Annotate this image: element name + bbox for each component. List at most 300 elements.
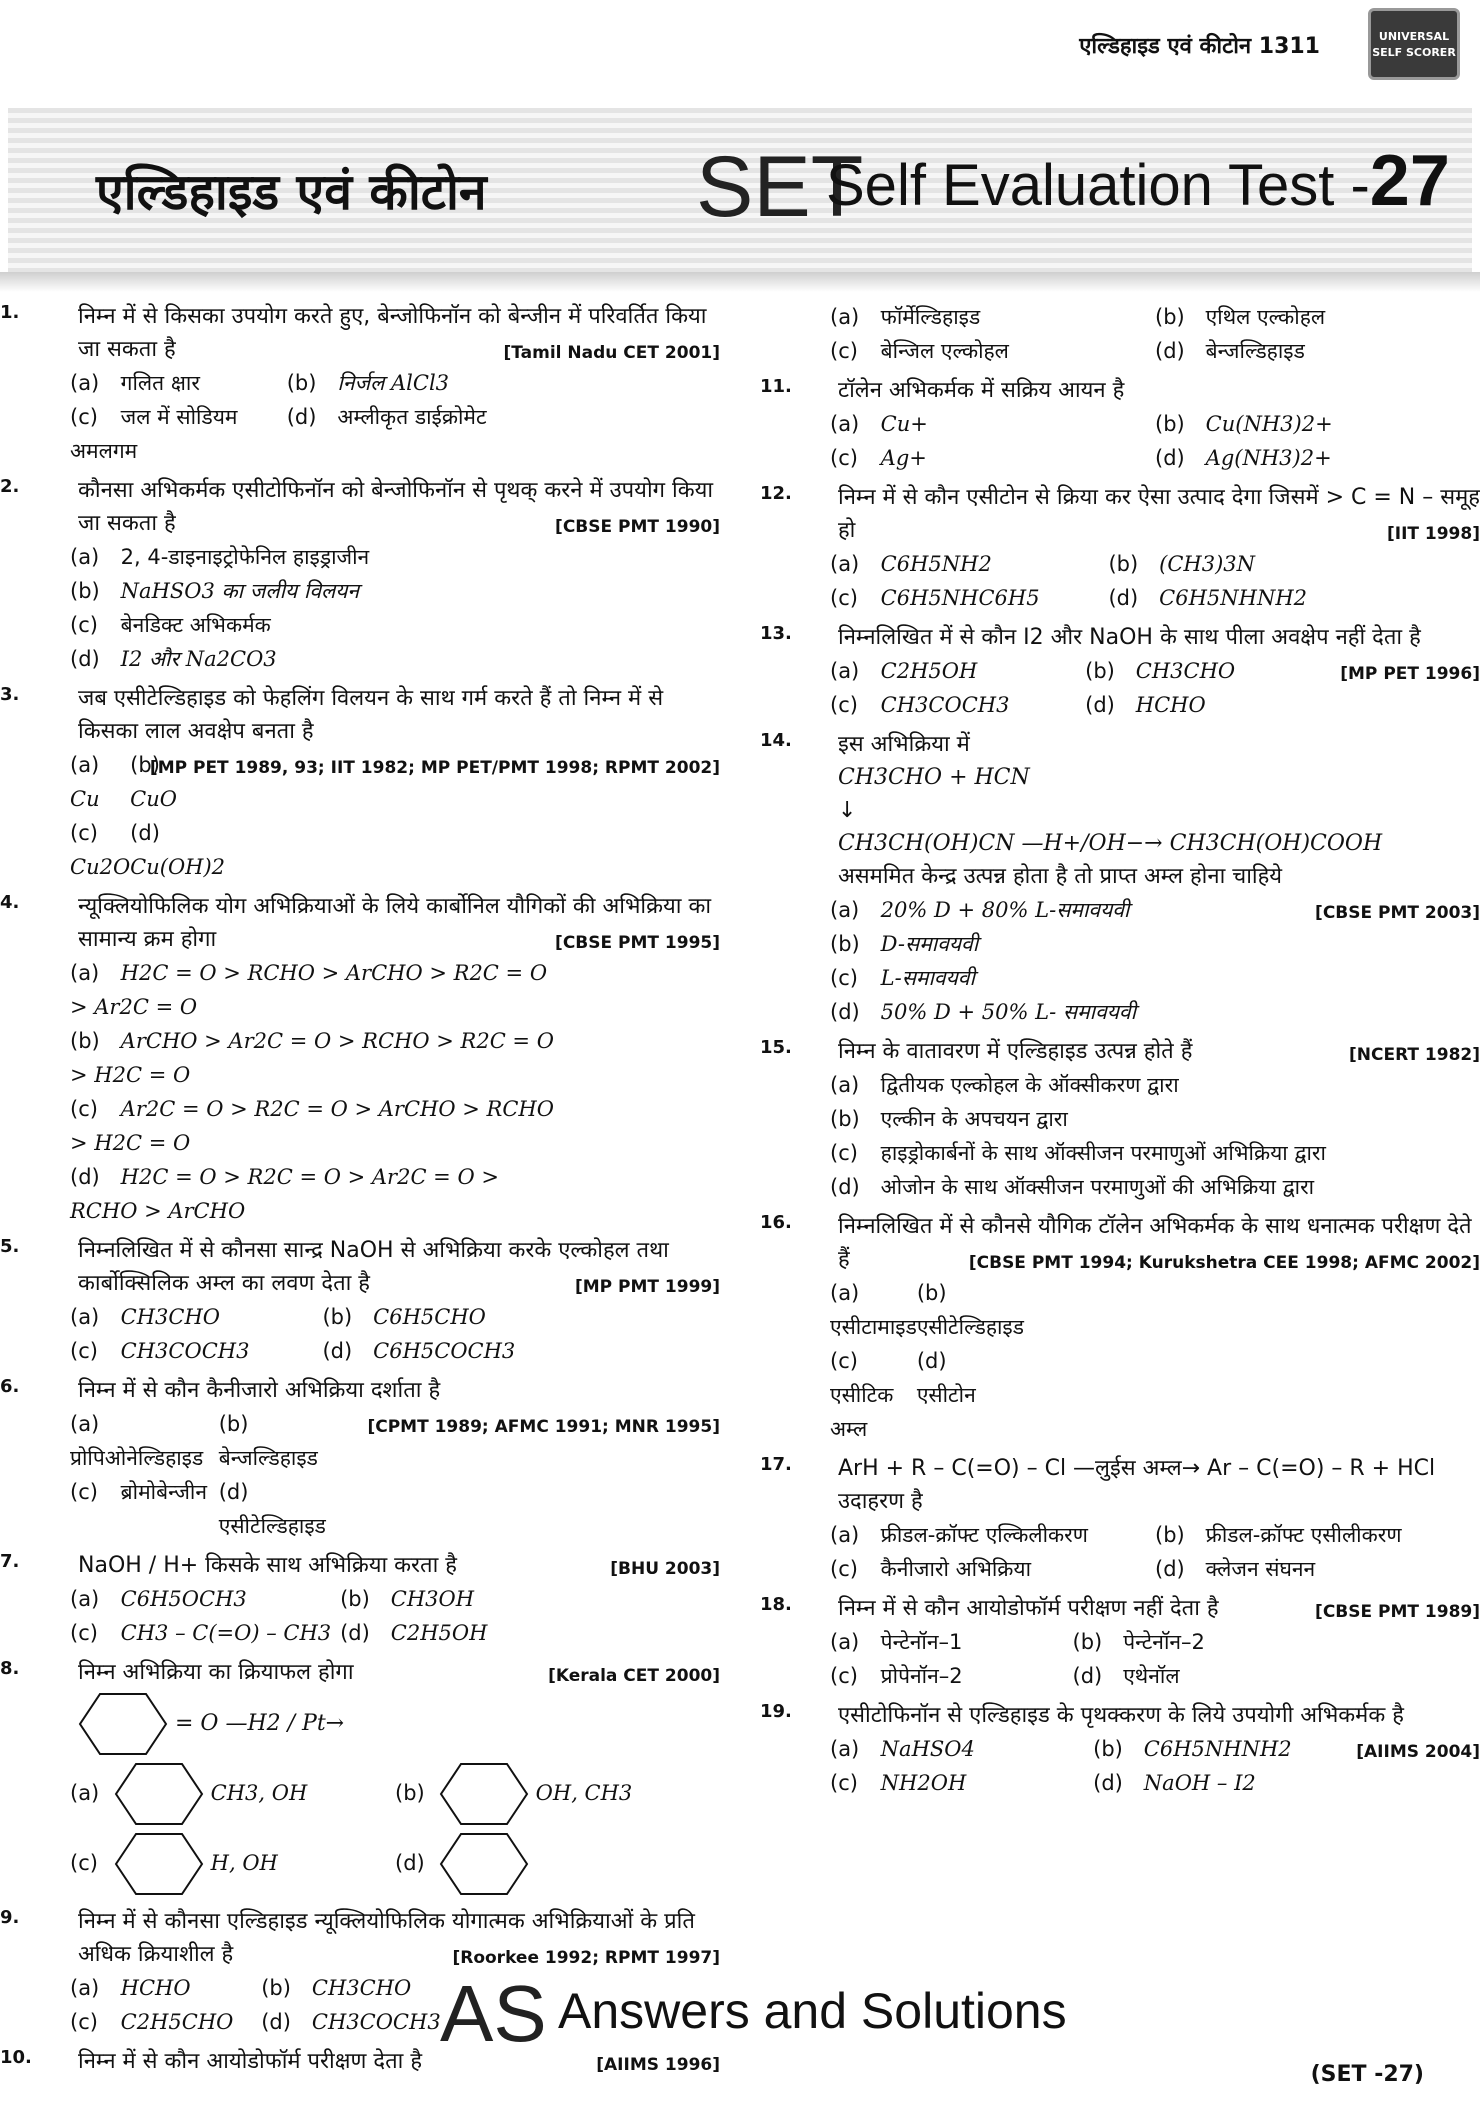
question-number: 11. xyxy=(760,376,792,397)
option-text: एथेनॉल xyxy=(1116,1664,1180,1688)
question-text: एसीटोफिनॉन से एल्डिहाइड के पृथक्करण के लिये उपयोगी अभिकर्मक है [AIIMS 2004] xyxy=(838,1699,1480,1732)
option xyxy=(1093,1732,1356,1766)
option-text: एसीटोन xyxy=(916,1383,976,1407)
option xyxy=(830,927,1315,961)
question-source: [CBSE PMT 2003] xyxy=(1315,903,1480,923)
question-left-1 xyxy=(0,474,720,676)
test-number: 27 xyxy=(1369,141,1450,221)
option xyxy=(70,642,555,676)
cyclohexane-ring-icon xyxy=(114,1829,204,1899)
question-right-9 xyxy=(760,1699,1480,1800)
option xyxy=(70,1971,261,2005)
option-label: (b) xyxy=(1072,1630,1103,1654)
options xyxy=(830,654,1340,722)
option-text: ब्रोमोबेन्जीन xyxy=(114,1480,208,1504)
question-left-0 xyxy=(0,300,720,468)
option xyxy=(70,1300,322,1334)
option-label: (d) xyxy=(70,1165,100,1189)
option xyxy=(830,1136,1349,1170)
answers-title: Answers and Solutions xyxy=(558,1983,1067,2039)
option-label: (c) xyxy=(830,1771,858,1795)
option-text: H2C = O > R2C = O > Ar2C = O > RCHO > ArCHO xyxy=(70,1165,499,1223)
option-label: (c) xyxy=(830,1141,858,1165)
option-label: (a) xyxy=(70,371,100,395)
question-number: 17. xyxy=(760,1454,792,1475)
option-text: L-समावयवी xyxy=(874,966,975,990)
option xyxy=(830,961,1315,995)
option xyxy=(830,1625,1073,1659)
option-text: 50% D + 50% L- समावयवी xyxy=(874,1000,1137,1024)
question-number: 6. xyxy=(0,1376,20,1397)
cyclohexane-ring-icon xyxy=(114,1759,204,1829)
option-label: (d) xyxy=(1155,339,1185,363)
option xyxy=(70,400,287,468)
as-logo: AS xyxy=(440,1969,547,2058)
option-text: जल में सोडियम अमलगम xyxy=(70,405,238,463)
option-text: गलित क्षार xyxy=(114,371,200,395)
option-text: पेन्टेनॉन–1 xyxy=(874,1630,963,1654)
option-text: NaHSO4 xyxy=(874,1737,975,1761)
option-label: (d) xyxy=(286,405,317,429)
question-left-4 xyxy=(0,1234,720,1368)
question-text: निम्न में से कौनसा एल्डिहाइड न्यूक्लियोफिलिक योगात्मक अभिक्रियाओं के प्रति अधिक क्रियाशील है [Roorkee 1992; RPMT 1997] xyxy=(78,1905,720,1971)
question-text: कौनसा अभिकर्मक एसीटोफिनॉन को बेन्जोफिनॉन से पृथक् करने में उपयोग किया जा सकता है [CBSE PMT 1990] xyxy=(78,474,720,540)
option-label: (a) xyxy=(830,305,860,329)
option-text: बेन्जिल एल्कोहल xyxy=(874,339,1009,363)
option-text: NH2OH xyxy=(874,1771,967,1795)
question-source: [IIT 1998] xyxy=(1386,524,1480,544)
option xyxy=(70,1160,555,1228)
option-label: (b) xyxy=(286,371,317,395)
option-label: (b) xyxy=(70,1029,100,1053)
question-number: 7. xyxy=(0,1551,20,1572)
option-label: (c) xyxy=(70,1097,98,1121)
option xyxy=(1155,1552,1480,1586)
option xyxy=(830,1102,1349,1136)
option-label: (a) xyxy=(830,898,860,922)
option-label: (b) xyxy=(1155,1523,1185,1547)
option-text: Cu2O xyxy=(70,855,131,879)
question-text: न्यूक्लियोफिलिक योग अभिक्रियाओं के लिये कार्बोनिल यौगिकों की अभिक्रिया का सामान्य क्रम होगा [CBSE PMT 1995] xyxy=(78,890,720,956)
option-label: (d) xyxy=(1093,1771,1123,1795)
option-label: (a) xyxy=(830,659,860,683)
option-text: Ag+ xyxy=(874,446,927,470)
question-text: निम्न के वातावरण में एल्डिहाइड उत्पन्न होते हैं [NCERT 1982] xyxy=(838,1035,1480,1068)
option-text: D-समावयवी xyxy=(874,932,979,956)
option-text: C6H5NH2 xyxy=(874,552,992,576)
question-number: 5. xyxy=(0,1236,20,1257)
question-text: निम्न में से कौन एसीटोन से क्रिया कर ऐसा उत्पाद देगा जिसमें > C = N – समूह हो [IIT 1998] xyxy=(838,481,1480,547)
option xyxy=(1085,654,1340,688)
option xyxy=(70,540,555,574)
option xyxy=(70,2005,261,2039)
question-number: 3. xyxy=(0,684,20,705)
question-text: टॉलेन अभिकर्मक में सक्रिय आयन है xyxy=(838,378,1125,403)
left-column xyxy=(0,300,720,2084)
option xyxy=(395,1829,720,1899)
options xyxy=(70,1582,610,1650)
question-number: 10. xyxy=(0,2047,32,2068)
option xyxy=(261,1971,452,2005)
option-label: (c) xyxy=(830,446,858,470)
option-label: (c) xyxy=(70,1339,98,1363)
option-label: (d) xyxy=(70,647,100,671)
option xyxy=(219,1475,368,1543)
cyclohexane-ring-icon xyxy=(439,1759,529,1829)
question-source: [Kerala CET 2000] xyxy=(548,1666,720,1686)
publisher-badge: UNIVERSAL SELF SCORER xyxy=(1368,8,1460,80)
option xyxy=(70,574,555,608)
chapter-banner xyxy=(8,108,1472,272)
option-label: (b) xyxy=(218,1412,249,1436)
option-text: CH3COCH3 xyxy=(874,693,1010,717)
cyclohexane-ring-icon xyxy=(78,1689,168,1759)
option xyxy=(1155,407,1480,441)
option-text: CH3, OH xyxy=(204,1781,308,1805)
option-label: (d) xyxy=(1155,446,1185,470)
option xyxy=(1073,1625,1316,1659)
options xyxy=(830,1518,1480,1586)
test-title-text: Self Evaluation Test - xyxy=(826,153,1370,218)
option-label: (a) xyxy=(70,545,100,569)
question-text: जब एसीटेल्डिहाइड को फेहलिंग विलयन के साथ गर्म करते हैं तो निम्न में से किसका लाल अवक्षेप बनता है [MP PET 1989, 93; IIT 1982; MP PET/PMT 1998; RPMT 2002] xyxy=(78,682,720,748)
question-right-3 xyxy=(760,621,1480,722)
question-text: निम्न में से कौन कैनीजारो अभिक्रिया दर्शाता है [CPMT 1989; AFMC 1991; MNR 1995] xyxy=(78,1374,720,1407)
option-label: (c) xyxy=(70,2010,98,2034)
question-number: 15. xyxy=(760,1037,792,1058)
option xyxy=(917,1276,1024,1344)
question-number: 4. xyxy=(0,892,20,913)
option-label: (d) xyxy=(830,1000,860,1024)
question-number: 2. xyxy=(0,476,20,497)
option-label: (a) xyxy=(830,1630,860,1654)
question-source: [MP PET 1989, 93; IIT 1982; MP PET/PMT 1998; RPMT 2002] xyxy=(149,758,720,778)
question-source: [BHU 2003] xyxy=(610,1559,720,1579)
option xyxy=(1155,334,1480,368)
option-text: एसीटिक अम्ल xyxy=(830,1383,894,1441)
question-right-2 xyxy=(760,481,1480,615)
option xyxy=(830,407,1155,441)
option xyxy=(70,956,555,1024)
option-text: CH3CHO xyxy=(1129,659,1236,683)
option-label: (b) xyxy=(1093,1737,1123,1761)
option-label: (c) xyxy=(830,966,858,990)
question-right-8 xyxy=(760,1592,1480,1693)
question-right-1 xyxy=(760,374,1480,475)
option-label: (d) xyxy=(1072,1664,1103,1688)
option xyxy=(830,1344,917,1446)
option-label: (a) xyxy=(70,961,100,985)
option-text: ArCHO > Ar2C = O > RCHO > R2C = O > H2C = O xyxy=(70,1029,554,1087)
option xyxy=(70,608,555,642)
reaction-scheme xyxy=(78,1689,720,1759)
option-text: CH3CHO xyxy=(114,1305,221,1329)
option xyxy=(70,1759,395,1829)
set-footer: (SET -27) xyxy=(1310,2062,1424,2087)
option-text: निर्जल AlCl3 xyxy=(330,371,450,395)
options xyxy=(830,300,1480,368)
option-label: (b) xyxy=(395,1781,425,1805)
option-label: (b) xyxy=(1155,412,1185,436)
option-label: (c) xyxy=(830,339,858,363)
option xyxy=(70,1475,219,1543)
option xyxy=(830,1068,1349,1102)
option-text: 2, 4-डाइनाइट्रोफेनिल हाइड्राजीन xyxy=(114,545,370,569)
option xyxy=(830,1170,1349,1204)
question-source: [Tamil Nadu CET 2001] xyxy=(503,343,720,363)
question-text: निम्नलिखित में से कौन I2 और NaOH के साथ पीला अवक्षेप नहीं देता है [MP PET 1996] xyxy=(838,621,1480,654)
option xyxy=(70,1024,555,1092)
option-text: बेन्जल्डिहाइड xyxy=(1199,339,1305,363)
option-text: Cu+ xyxy=(874,412,928,436)
option xyxy=(261,2005,452,2039)
option-label: (b) xyxy=(1108,552,1139,576)
option xyxy=(1093,1766,1356,1800)
option-text: प्रोपिओनेल्डिहाइड xyxy=(70,1446,204,1470)
option xyxy=(830,995,1315,1029)
option xyxy=(830,1766,1093,1800)
option-text: अम्लीकृत डाईक्रोमेट xyxy=(330,405,487,429)
option-label: (b) xyxy=(340,1587,370,1611)
option-label: (d) xyxy=(830,1175,860,1199)
option-text: CH3COCH3 xyxy=(305,2010,441,2034)
question-text: NaOH / H+ किसके साथ अभिक्रिया करता है [BHU 2003] xyxy=(78,1549,720,1582)
question-source: [CPMT 1989; AFMC 1991; MNR 1995] xyxy=(367,1417,720,1437)
option-text: C6H5OCH3 xyxy=(114,1587,247,1611)
option-label: (a) xyxy=(70,1587,100,1611)
question-text: निम्न में से कौन आयोडोफॉर्म परीक्षण देता है [AIIMS 1996] xyxy=(78,2045,720,2078)
cyclohexane-ring-icon xyxy=(439,1829,529,1899)
options xyxy=(70,1407,367,1543)
option-text: I2 और Na2CO3 xyxy=(114,647,277,671)
options xyxy=(70,748,226,884)
question-right-6 xyxy=(760,1210,1480,1446)
question-text: निम्न अभिक्रिया का क्रियाफल होगा [Kerala CET 2000] xyxy=(78,1656,720,1689)
option-text: C6H5COCH3 xyxy=(366,1339,516,1363)
option-label: (d) xyxy=(395,1851,425,1875)
question-source: [CBSE PMT 1995] xyxy=(555,933,720,953)
option-text: प्रोपेनॉन–2 xyxy=(874,1664,963,1688)
option xyxy=(70,1582,340,1616)
option-label: (d) xyxy=(1155,1557,1185,1581)
option-label: (b) xyxy=(261,1976,291,2000)
option-text: एथिल एल्कोहल xyxy=(1199,305,1326,329)
option xyxy=(70,1616,340,1650)
option-text: फ्रीडल-क्रॉफ्ट एल्किलीकरण xyxy=(874,1523,1088,1547)
question-right-5 xyxy=(760,1035,1480,1204)
options xyxy=(70,956,555,1228)
option xyxy=(1155,1518,1480,1552)
question-source: [CBSE PMT 1994; Kurukshetra CEE 1998; AFMC 2002] xyxy=(968,1253,1480,1273)
question-text: निम्न में से किसका उपयोग करते हुए, बेन्जोफिनॉन को बेन्जीन में परिवर्तित किया जा सकता है [Tamil Nadu CET 2001] xyxy=(78,300,720,366)
option xyxy=(830,688,1085,722)
question-source: [CBSE PMT 1989] xyxy=(1315,1602,1480,1622)
option xyxy=(830,334,1155,368)
question-number: 18. xyxy=(760,1594,792,1615)
option-label: (c) xyxy=(70,613,98,637)
options xyxy=(70,1759,720,1899)
option xyxy=(1155,300,1480,334)
option xyxy=(70,1092,555,1160)
option-label: (b) xyxy=(130,753,160,777)
options xyxy=(830,1625,1315,1693)
option-text: ओजोन के साथ ऑक्सीजन परमाणुओं की अभिक्रिया द्वारा xyxy=(874,1175,1315,1199)
option-label: (c) xyxy=(830,1349,858,1373)
question-source: [Roorkee 1992; RPMT 1997] xyxy=(452,1948,720,1968)
question-source: [AIIMS 1996] xyxy=(596,2055,720,2075)
options xyxy=(830,1068,1349,1204)
question-text-continued: असममित केन्द्र उत्पन्न होता है तो प्राप्त अम्ल होना चाहिये xyxy=(838,864,1283,889)
option-label: (c) xyxy=(830,586,858,610)
options xyxy=(830,1276,1024,1446)
option-text: एसीटेल्डिहाइड xyxy=(916,1315,1024,1339)
option-label: (c) xyxy=(830,1664,858,1688)
option xyxy=(322,1334,574,1368)
options xyxy=(830,547,1387,615)
option-label: (c) xyxy=(70,405,98,429)
option-label: (b) xyxy=(916,1281,947,1305)
option-text: एसीटेल्डिहाइड xyxy=(218,1514,326,1538)
option xyxy=(830,1552,1155,1586)
question-number: 12. xyxy=(760,483,792,504)
question-right-7 xyxy=(760,1452,1480,1586)
option xyxy=(830,1659,1073,1693)
option-text: बेनडिक्ट अभिकर्मक xyxy=(114,613,271,637)
option-text: Ar2C = O > R2C = O > ArCHO > RCHO > H2C = O xyxy=(70,1097,554,1155)
option-text: C6H5NHNH2 xyxy=(1152,586,1308,610)
option xyxy=(340,1582,610,1616)
reaction-arrow: = O —H2 / Pt→ xyxy=(168,1711,345,1736)
option xyxy=(130,748,225,816)
option-text: H, OH xyxy=(204,1851,278,1875)
option-label: (d) xyxy=(322,1339,353,1363)
question-left-6 xyxy=(0,1549,720,1650)
option-label: (a) xyxy=(70,1412,100,1436)
option xyxy=(1085,688,1340,722)
option-text: C2H5OH xyxy=(874,659,978,683)
option-label: (d) xyxy=(1108,586,1139,610)
option-label: (d) xyxy=(340,1621,370,1645)
option xyxy=(830,1732,1093,1766)
question-left-5 xyxy=(0,1374,720,1543)
question-number: 8. xyxy=(0,1658,20,1679)
options xyxy=(70,1971,452,2039)
question-left-7 xyxy=(0,1656,720,1899)
option-label: (a) xyxy=(830,1523,860,1547)
set-logo: SET xyxy=(696,139,864,235)
option-text: (CH3)3N xyxy=(1152,552,1256,576)
option-text: क्लेजन संघनन xyxy=(1199,1557,1316,1581)
option xyxy=(830,1276,917,1344)
question-source: [NCERT 1982] xyxy=(1348,1045,1480,1065)
option-label: (b) xyxy=(1085,659,1115,683)
option xyxy=(830,300,1155,334)
question-right-4 xyxy=(760,728,1480,1029)
option-label: (d) xyxy=(1085,693,1115,717)
options xyxy=(830,893,1315,1029)
question-left-2 xyxy=(0,682,720,884)
option-text: बेन्जल्डिहाइड xyxy=(218,1446,318,1470)
option-text: OH, CH3 xyxy=(529,1781,633,1805)
option xyxy=(70,1407,219,1475)
option-text: HCHO xyxy=(114,1976,191,2000)
question-text: निम्न में से कौन आयोडोफॉर्म परीक्षण नहीं देता है [CBSE PMT 1989] xyxy=(838,1592,1480,1625)
option xyxy=(70,816,130,884)
option-label: (d) xyxy=(916,1349,947,1373)
option xyxy=(70,1334,322,1368)
option xyxy=(830,547,1108,581)
right-column xyxy=(760,300,1480,1806)
question-right-0 xyxy=(760,300,1480,368)
options xyxy=(70,540,555,676)
option-text: NaOH – I2 xyxy=(1137,1771,1256,1795)
top-bar xyxy=(0,0,1480,88)
option-label: (c) xyxy=(70,1851,98,1875)
option xyxy=(830,581,1108,615)
option-label: (b) xyxy=(830,1107,860,1131)
option-text: Cu(OH)2 xyxy=(130,855,226,879)
option-text: हाइड्रोकार्बनों के साथ ऑक्सीजन परमाणुओं अभिक्रिया द्वारा xyxy=(874,1141,1326,1165)
reaction-down-arrow: ↓ xyxy=(838,798,857,823)
option-text: Ag(NH3)2+ xyxy=(1199,446,1332,470)
question-source: [CBSE PMT 1990] xyxy=(555,517,720,537)
option xyxy=(830,441,1155,475)
option-text: CH3CHO xyxy=(305,1976,412,2000)
reaction-products: CH3CH(OH)CN —H+/OH−→ CH3CH(OH)COOH xyxy=(838,831,1383,856)
option-label: (a) xyxy=(830,1073,860,1097)
option xyxy=(70,1829,395,1899)
option-text: कैनीजारो अभिक्रिया xyxy=(874,1557,1032,1581)
question-text: इस अभिक्रिया में xyxy=(838,732,970,757)
option-label: (c) xyxy=(70,821,98,845)
chapter-title: एल्डिहाइड एवं कीटोन xyxy=(96,163,487,221)
question-number: 16. xyxy=(760,1212,792,1233)
option xyxy=(917,1344,1024,1446)
option-text: C6H5NHC6H5 xyxy=(874,586,1040,610)
options xyxy=(830,407,1480,475)
option xyxy=(1108,547,1386,581)
question-text: ArH + R – C(=O) – Cl —लुईस अम्ल→ Ar – C(=O) – R + HCl उदाहरण है xyxy=(838,1456,1436,1514)
banner-shadow xyxy=(0,272,1480,292)
running-head: एल्डिहाइड एवं कीटोन 1311 xyxy=(1079,34,1320,59)
option-label: (a) xyxy=(830,1281,860,1305)
option xyxy=(219,1407,368,1475)
option xyxy=(322,1300,574,1334)
option-text: H2C = O > RCHO > ArCHO > R2C = O > Ar2C = O xyxy=(70,961,548,1019)
option-label: (c) xyxy=(70,1480,98,1504)
option-text: C6H5CHO xyxy=(366,1305,486,1329)
option-label: (d) xyxy=(130,821,160,845)
option-text: C6H5NHNH2 xyxy=(1137,1737,1292,1761)
question-number: 14. xyxy=(760,730,792,751)
option-text: CH3COCH3 xyxy=(114,1339,250,1363)
option-text: CH3OH xyxy=(384,1587,475,1611)
option-label: (a) xyxy=(70,1781,100,1805)
option-text: Cu(NH3)2+ xyxy=(1199,412,1333,436)
option-text: एल्कीन के अपचयन द्वारा xyxy=(874,1107,1068,1131)
question-number: 19. xyxy=(760,1701,792,1722)
option-label: (a) xyxy=(830,412,860,436)
option-label: (b) xyxy=(70,579,100,603)
option-text: द्वितीयक एल्कोहल के ऑक्सीकरण द्वारा xyxy=(874,1073,1179,1097)
question-source: [MP PMT 1999] xyxy=(574,1277,720,1297)
reaction-reactants: CH3CHO + HCN xyxy=(838,765,1030,790)
option-text: C2H5CHO xyxy=(114,2010,234,2034)
option-label: (c) xyxy=(830,693,858,717)
option-text: फ्रीडल-क्रॉफ्ट एसीलीकरण xyxy=(1199,1523,1402,1547)
question-text: निम्नलिखित में से कौनसा सान्द्र NaOH से अभिक्रिया करके एल्कोहल तथा कार्बोक्सिलिक अम्ल का लवण देता है [MP PMT 1999] xyxy=(78,1234,720,1300)
option xyxy=(130,816,225,884)
